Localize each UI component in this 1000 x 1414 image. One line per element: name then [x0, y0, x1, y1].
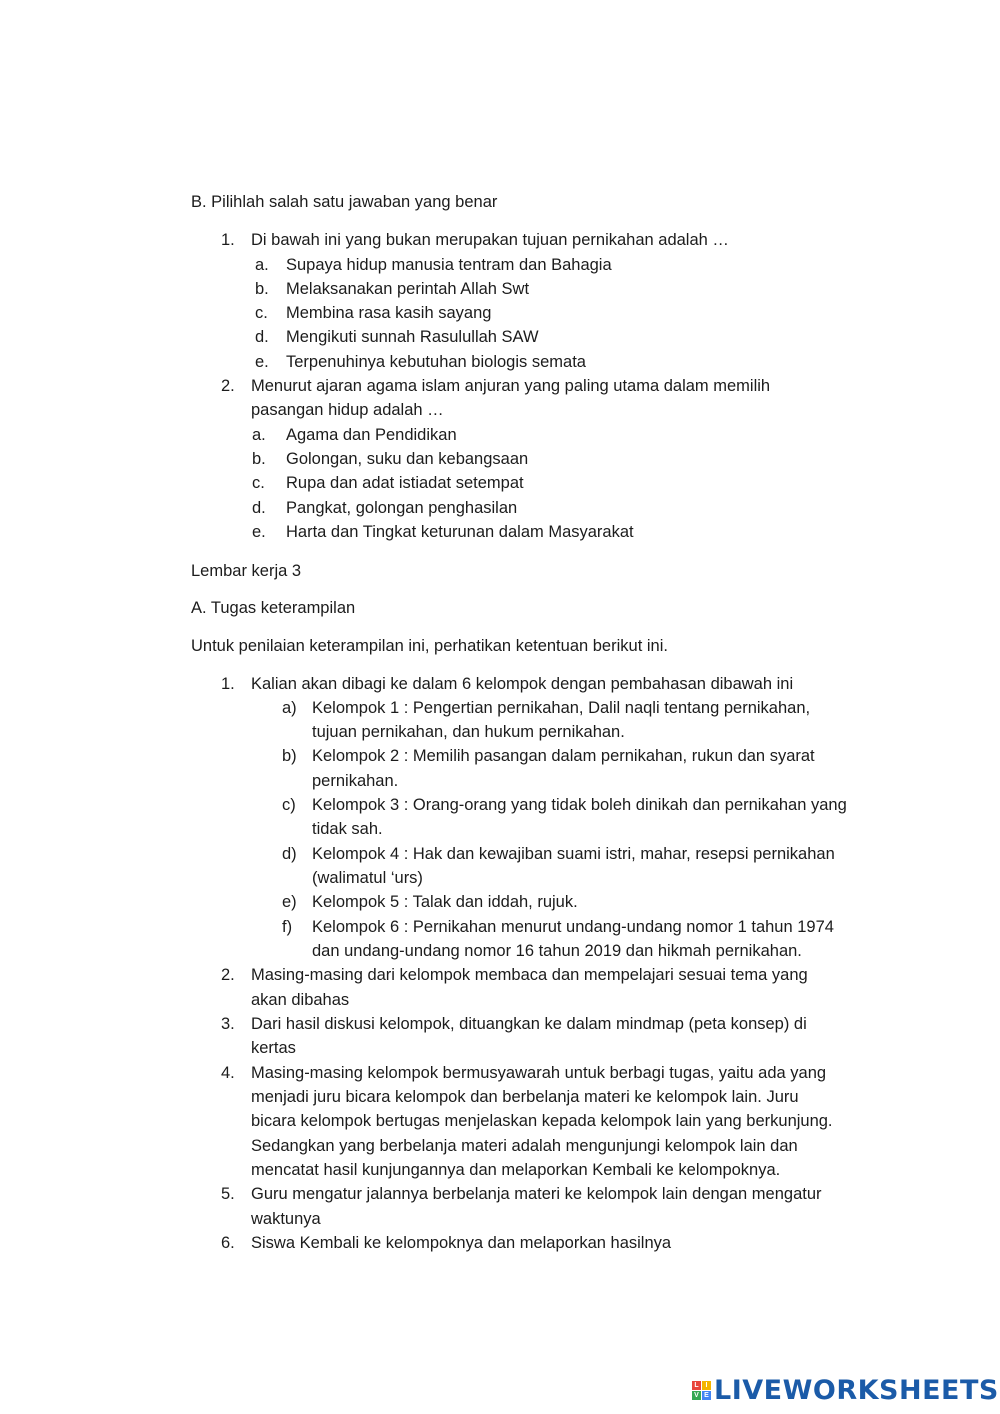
section-a-title: A. Tugas keterampilan — [191, 599, 356, 617]
group-letter: d) — [282, 845, 297, 863]
logo-mark-letter: I — [702, 1381, 711, 1390]
group-line: Kelompok 6 : Pernikahan menurut undang-undang nomor 1 tahun 1974 — [312, 918, 834, 936]
q1-option-letter: e. — [255, 353, 269, 371]
q1-option-d: Mengikuti sunnah Rasulullah SAW — [286, 328, 539, 346]
q2-option-letter: c. — [252, 474, 265, 492]
task-number: 6. — [221, 1234, 235, 1252]
q1-option-c: Membina rasa kasih sayang — [286, 304, 492, 322]
logo-text: LIVEWORKSHEETS — [714, 1374, 999, 1406]
group-line: Kelompok 1 : Pengertian pernikahan, Dalil naqli tentang pernikahan, — [312, 699, 811, 717]
task-1-text: Kalian akan dibagi ke dalam 6 kelompok dengan pembahasan dibawah ini — [251, 675, 794, 693]
group-letter: e) — [282, 893, 297, 911]
task-line: Siswa Kembali ke kelompoknya dan melaporkan hasilnya — [251, 1234, 672, 1252]
task-line: Dari hasil diskusi kelompok, dituangkan ke dalam mindmap (peta konsep) di — [251, 1015, 807, 1033]
q1-option-b: Melaksanakan perintah Allah Swt — [286, 280, 530, 298]
task-number: 5. — [221, 1185, 235, 1203]
section-b-title: B. Pilihlah salah satu jawaban yang benar — [191, 193, 498, 211]
task-number: 3. — [221, 1015, 235, 1033]
task-number: 1. — [221, 675, 235, 693]
q2-option-a: Agama dan Pendidikan — [286, 426, 457, 444]
q2-option-letter: d. — [252, 499, 266, 517]
q2-text-line: pasangan hidup adalah … — [251, 401, 444, 419]
q1-option-letter: b. — [255, 280, 269, 298]
task-line: Masing-masing kelompok bermusyawarah untuk berbagi tugas, yaitu ada yang — [251, 1064, 827, 1082]
task-line: menjadi juru bicara kelompok dan berbelanja materi ke kelompok lain. Juru — [251, 1088, 799, 1106]
group-line: Kelompok 2 : Memilih pasangan dalam pernikahan, rukun dan syarat — [312, 747, 815, 765]
group-line: dan undang-undang nomor 16 tahun 2019 dan hikmah pernikahan. — [312, 942, 802, 960]
task-number: 2. — [221, 966, 235, 984]
worksheet-title: Lembar kerja 3 — [191, 562, 302, 580]
q2-option-b: Golongan, suku dan kebangsaan — [286, 450, 529, 468]
q2-option-d: Pangkat, golongan penghasilan — [286, 499, 518, 517]
q1-option-a: Supaya hidup manusia tentram dan Bahagia — [286, 256, 612, 274]
group-line: tidak sah. — [312, 820, 383, 838]
q2-option-letter: a. — [252, 426, 266, 444]
q2-text-line: Menurut ajaran agama islam anjuran yang paling utama dalam memilih — [251, 377, 771, 395]
group-letter: c) — [282, 796, 296, 814]
q1-option-letter: a. — [255, 256, 269, 274]
logo-mark-letter: L — [692, 1381, 701, 1390]
task-line: kertas — [251, 1039, 296, 1057]
q1-option-letter: d. — [255, 328, 269, 346]
q2-option-c: Rupa dan adat istiadat setempat — [286, 474, 524, 492]
task-number: 4. — [221, 1064, 235, 1082]
group-line: pernikahan. — [312, 772, 399, 790]
task-line: akan dibahas — [251, 991, 350, 1009]
task-line: Sedangkan yang berbelanja materi adalah mengunjungi kelompok lain dan — [251, 1137, 798, 1155]
group-line: Kelompok 4 : Hak dan kewajiban suami istri, mahar, resepsi pernikahan — [312, 845, 835, 863]
q1-option-letter: c. — [255, 304, 268, 322]
task-line: Guru mengatur jalannya berbelanja materi ke kelompok lain dengan mengatur — [251, 1185, 822, 1203]
group-letter: a) — [282, 699, 297, 717]
group-letter: f) — [282, 918, 293, 936]
group-letter: b) — [282, 747, 297, 765]
group-line: Kelompok 5 : Talak dan iddah, rujuk. — [312, 893, 578, 911]
task-line: Masing-masing dari kelompok membaca dan mempelajari sesuai tema yang — [251, 966, 808, 984]
q1-option-e: Terpenuhinya kebutuhan biologis semata — [286, 353, 586, 371]
task-line: waktunya — [251, 1210, 321, 1228]
q2-option-e: Harta dan Tingkat keturunan dalam Masyarakat — [286, 523, 634, 541]
q1-text: Di bawah ini yang bukan merupakan tujuan pernikahan adalah … — [251, 231, 729, 249]
intro-text: Untuk penilaian keterampilan ini, perhatikan ketentuan berikut ini. — [191, 637, 668, 655]
q2-number: 2. — [221, 377, 235, 395]
task-line: mencatat hasil kunjungannya dan melaporkan Kembali ke kelompoknya. — [251, 1161, 781, 1179]
liveworksheets-logo — [692, 1374, 999, 1406]
logo-mark-letter: V — [692, 1391, 701, 1400]
group-line: (walimatul ‘urs) — [312, 869, 423, 887]
q2-option-letter: e. — [252, 523, 266, 541]
logo-mark-icon — [692, 1381, 711, 1400]
task-line: bicara kelompok bertugas menjelaskan kepada kelompok lain yang berkunjung. — [251, 1112, 833, 1130]
group-line: Kelompok 3 : Orang-orang yang tidak boleh dinikah dan pernikahan yang — [312, 796, 847, 814]
logo-mark-letter: E — [702, 1391, 711, 1400]
group-line: tujuan pernikahan, dan hukum pernikahan. — [312, 723, 625, 741]
q2-option-letter: b. — [252, 450, 266, 468]
q1-number: 1. — [221, 231, 235, 249]
